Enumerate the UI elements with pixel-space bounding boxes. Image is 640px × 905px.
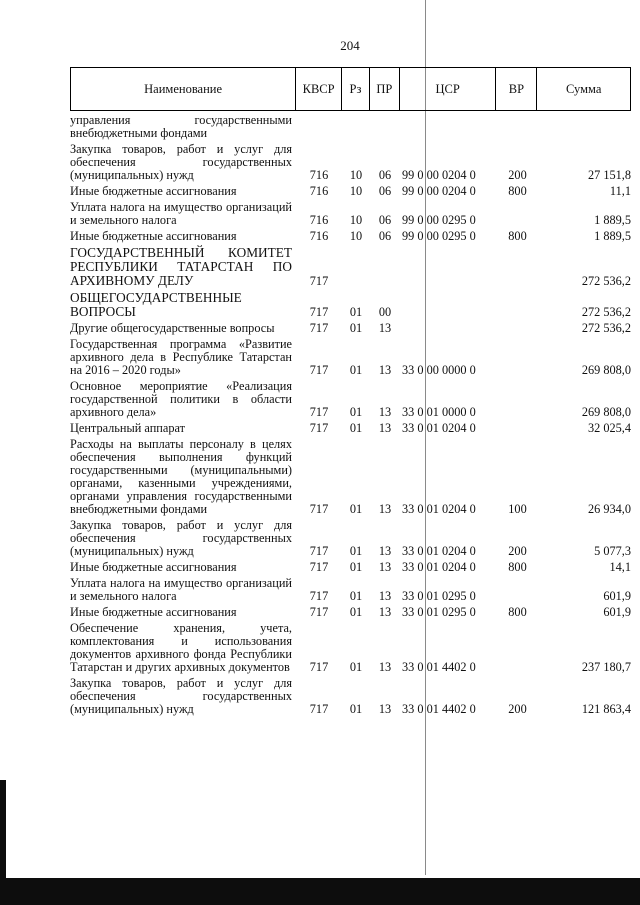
cell-sum: 27 151,8 [587, 168, 631, 182]
page-number: 204 [340, 38, 360, 53]
cell-name: Уплата налога на имущество организаций и земельного налога [70, 200, 292, 227]
header-name: Наименование [71, 68, 296, 110]
cell-name: Иные бюджетные ассигнования [70, 560, 237, 574]
cell-csr: 99 0 00 0204 0 [402, 184, 476, 198]
cell-sum: 1 889,5 [594, 229, 631, 243]
cell-rz: 01 [349, 544, 363, 558]
cell-pr: 13 [378, 560, 392, 574]
cell-name: Государственная программа «Развитие архивного дела в Республике Татарстан на 2016 – 2020 годы» [70, 337, 292, 377]
table-row [70, 561, 631, 574]
cell-kvsr: 716 [309, 184, 329, 198]
cell-sum: 14,1 [609, 560, 631, 574]
cell-pr: 06 [378, 213, 392, 227]
cell-kvsr: 717 [309, 305, 329, 319]
table-row [70, 322, 631, 335]
cell-pr: 06 [378, 168, 392, 182]
cell-csr: 33 0 01 0204 0 [402, 544, 476, 558]
cell-rz: 01 [349, 321, 363, 335]
cell-name: Закупка товаров, работ и услуг для обеспечения государственных (муниципальных) нужд [70, 518, 292, 558]
cell-name: Центральный аппарат [70, 421, 185, 435]
table-row [70, 422, 631, 435]
cell-pr: 13 [378, 589, 392, 603]
header-pr: ПР [370, 68, 400, 110]
cell-name: Иные бюджетные ассигнования [70, 184, 237, 198]
cell-vr: 200 [508, 168, 527, 182]
cell-pr: 13 [378, 421, 392, 435]
cell-name: Иные бюджетные ассигнования [70, 229, 237, 243]
table-row [70, 246, 631, 288]
cell-kvsr: 716 [309, 229, 329, 243]
cell-sum: 26 934,0 [587, 502, 631, 516]
table-row [70, 291, 631, 319]
header-vr: ВР [496, 68, 537, 110]
header-rz: Рз [342, 68, 370, 110]
scan-edge-bottom [0, 878, 640, 905]
header-sum: Сумма [565, 81, 602, 96]
cell-rz: 01 [349, 405, 363, 419]
cell-pr: 00 [378, 305, 392, 319]
cell-rz: 10 [349, 229, 363, 243]
cell-csr: 33 0 01 0000 0 [402, 405, 476, 419]
cell-csr: 33 0 01 0295 0 [402, 605, 476, 619]
cell-csr: 33 0 01 0204 0 [402, 421, 476, 435]
table-row [70, 230, 631, 243]
cell-rz: 10 [349, 184, 363, 198]
cell-pr: 13 [378, 321, 392, 335]
cell-kvsr: 717 [309, 660, 329, 674]
cell-pr: 13 [378, 660, 392, 674]
cell-kvsr: 717 [309, 405, 329, 419]
cell-kvsr: 717 [309, 702, 329, 716]
cell-name: ОБЩЕГОСУДАРСТВЕННЫЕ ВОПРОСЫ [70, 290, 242, 319]
cell-sum: 272 536,2 [581, 321, 631, 335]
table-row [70, 114, 631, 140]
cell-csr: 33 0 01 0204 0 [402, 502, 476, 516]
cell-vr: 800 [508, 560, 527, 574]
cell-csr: 99 0 00 0295 0 [402, 213, 476, 227]
cell-sum: 269 808,0 [581, 363, 631, 377]
cell-vr: 100 [508, 502, 527, 516]
cell-name: Уплата налога на имущество организаций и земельного налога [70, 576, 292, 603]
cell-pr: 13 [378, 502, 392, 516]
cell-sum: 601,9 [603, 589, 631, 603]
cell-rz: 01 [349, 502, 363, 516]
cell-csr: 33 0 01 0204 0 [402, 560, 476, 574]
cell-sum: 272 536,2 [581, 305, 631, 319]
table-row [70, 606, 631, 619]
cell-name: управления государственными внебюджетными фондами [70, 113, 292, 140]
cell-kvsr: 717 [309, 560, 329, 574]
cell-kvsr: 716 [309, 213, 329, 227]
cell-sum: 272 536,2 [581, 274, 631, 288]
table-row [70, 519, 631, 558]
cell-kvsr: 717 [309, 605, 329, 619]
cell-kvsr: 717 [309, 274, 329, 288]
table-row [70, 622, 631, 674]
cell-pr: 13 [378, 605, 392, 619]
cell-sum: 601,9 [603, 605, 631, 619]
cell-sum: 269 808,0 [581, 405, 631, 419]
table-row [70, 380, 631, 419]
cell-rz: 01 [349, 363, 363, 377]
cell-rz: 10 [349, 168, 363, 182]
cell-csr: 33 0 01 4402 0 [402, 702, 476, 716]
cell-kvsr: 717 [309, 544, 329, 558]
cell-name: Закупка товаров, работ и услуг для обеспечения государственных (муниципальных) нужд [70, 676, 292, 716]
cell-sum: 5 077,3 [594, 544, 631, 558]
cell-csr: 33 0 00 0000 0 [402, 363, 476, 377]
table-header [70, 67, 631, 111]
cell-vr: 800 [508, 184, 527, 198]
cell-vr: 800 [508, 605, 527, 619]
cell-kvsr: 717 [309, 589, 329, 603]
cell-csr: 99 0 00 0295 0 [402, 229, 476, 243]
cell-vr: 800 [508, 229, 527, 243]
cell-rz: 01 [349, 589, 363, 603]
cell-name: Закупка товаров, работ и услуг для обеспечения государственных (муниципальных) нужд [70, 142, 292, 182]
table-row [70, 185, 631, 198]
cell-pr: 13 [378, 363, 392, 377]
cell-sum: 121 863,4 [581, 702, 631, 716]
cell-rz: 01 [349, 421, 363, 435]
table-body [70, 114, 631, 716]
cell-rz: 01 [349, 560, 363, 574]
cell-kvsr: 716 [309, 168, 329, 182]
cell-rz: 01 [349, 305, 363, 319]
cell-vr: 200 [508, 702, 527, 716]
table-row [70, 577, 631, 603]
cell-name: Обеспечение хранения, учета, комплектования и использования документов архивного фонда Республики Татарстан и других архивных документов [70, 621, 292, 674]
cell-pr: 13 [378, 702, 392, 716]
table-row [70, 677, 631, 716]
table-row [70, 201, 631, 227]
cell-kvsr: 717 [309, 421, 329, 435]
budget-table [70, 67, 631, 719]
cell-pr: 13 [378, 544, 392, 558]
cell-name: Расходы на выплаты персоналу в целях обеспечения выполнения функций государственными (муниципальными) органами, казенными учреждениями, органами управления государственными внебюджетными фондами [70, 437, 292, 516]
cell-name: Другие общегосударственные вопросы [70, 321, 275, 335]
cell-csr: 33 0 01 4402 0 [402, 660, 476, 674]
cell-sum: 1 889,5 [594, 213, 631, 227]
header-csr: ЦСР [400, 68, 497, 110]
table-row [70, 438, 631, 516]
cell-name: Основное мероприятие «Реализация государственной политики в области архивного дела» [70, 379, 292, 419]
cell-name: ГОСУДАРСТВЕННЫЙ КОМИТЕТ РЕСПУБЛИКИ ТАТАРСТАН ПО АРХИВНОМУ ДЕЛУ [70, 245, 292, 288]
table-row [70, 143, 631, 182]
cell-pr: 13 [378, 405, 392, 419]
cell-pr: 06 [378, 229, 392, 243]
cell-csr: 99 0 00 0204 0 [402, 168, 476, 182]
cell-vr: 200 [508, 544, 527, 558]
header-kvsr: КВСР [296, 68, 342, 110]
cell-kvsr: 717 [309, 502, 329, 516]
cell-sum: 32 025,4 [587, 421, 631, 435]
cell-kvsr: 717 [309, 363, 329, 377]
cell-sum: 11,1 [609, 184, 631, 198]
cell-rz: 01 [349, 702, 363, 716]
cell-rz: 10 [349, 213, 363, 227]
cell-kvsr: 717 [309, 321, 329, 335]
cell-pr: 06 [378, 184, 392, 198]
cell-rz: 01 [349, 605, 363, 619]
table-row [70, 338, 631, 377]
cell-csr: 33 0 01 0295 0 [402, 589, 476, 603]
cell-name: Иные бюджетные ассигнования [70, 605, 237, 619]
cell-rz: 01 [349, 660, 363, 674]
cell-sum: 237 180,7 [581, 660, 631, 674]
